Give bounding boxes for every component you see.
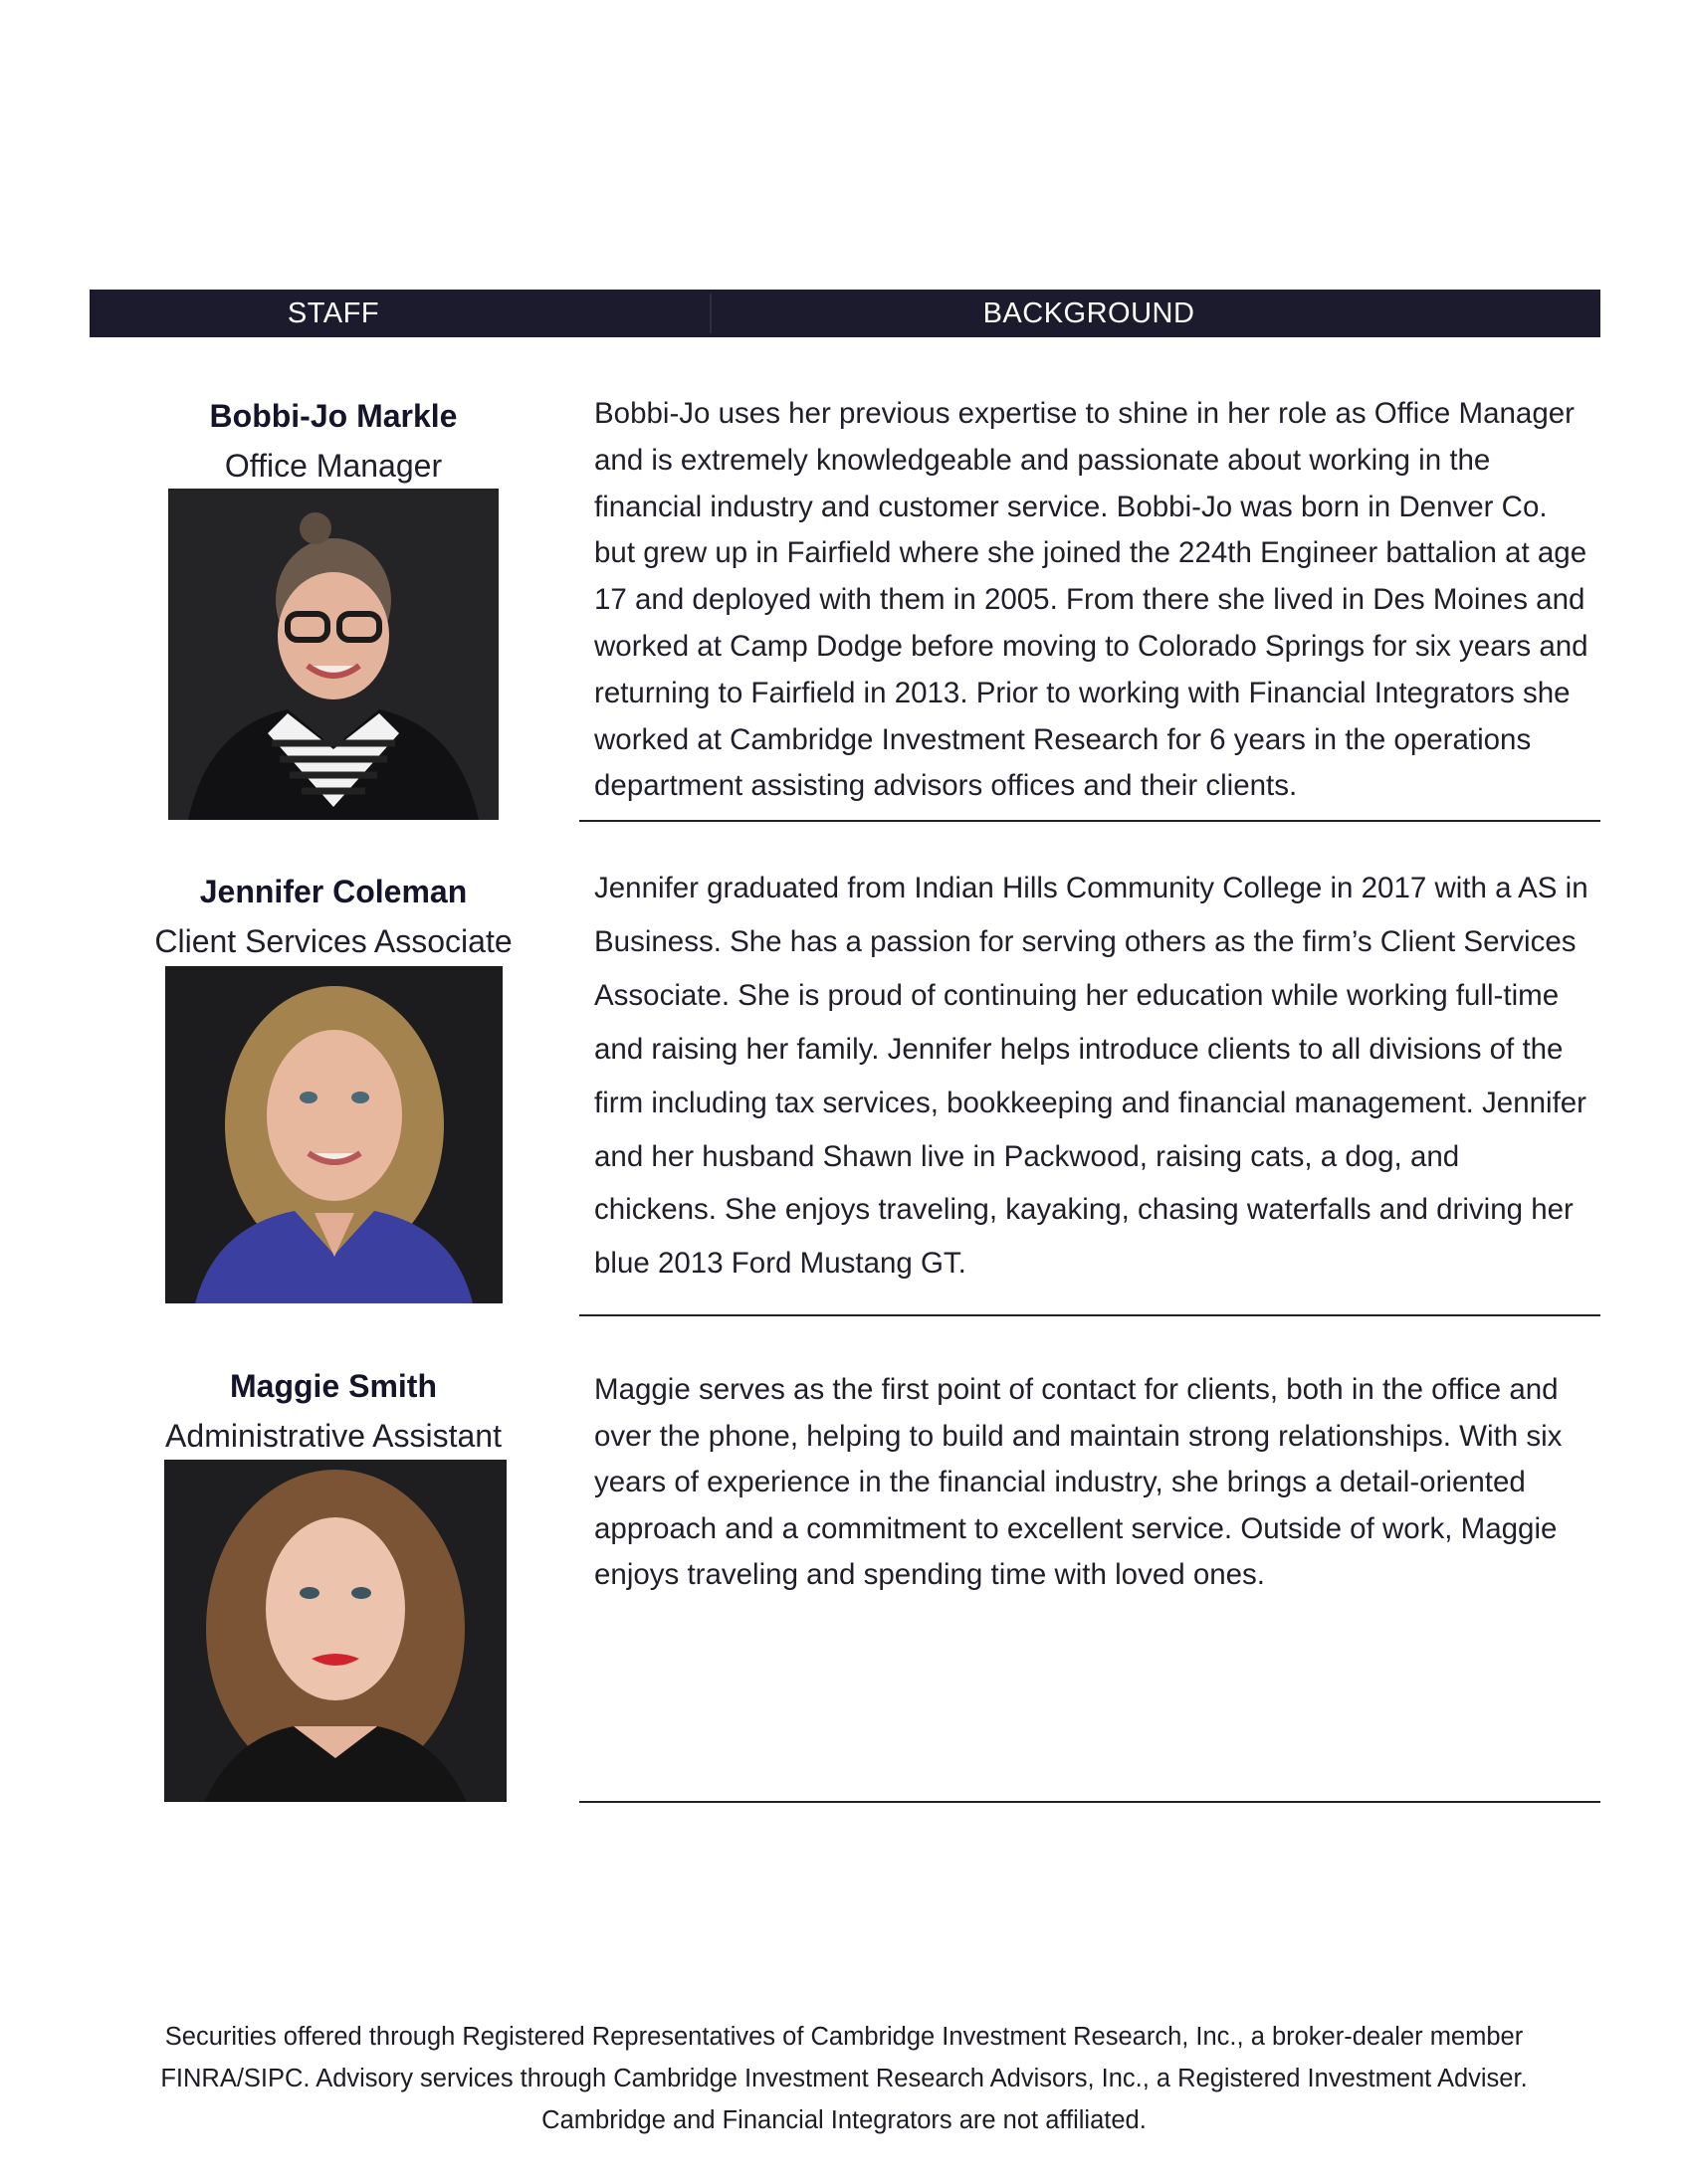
staff-name: Jennifer Coleman	[199, 874, 468, 909]
staff-name: Maggie Smith	[229, 1368, 437, 1404]
staff-role: Administrative Assistant	[165, 1418, 502, 1454]
footer-line: Cambridge and Financial Integrators are not affiliated.	[541, 2106, 1147, 2134]
staff-card-maggie	[90, 1361, 577, 1461]
staff-bio: Maggie serves as the first point of contact for clients, both in the office and over the phone, helping to build and maintain strong relationships. With six years of experience in the financial industry, she brings a detail-oriented approach and a commitment to excellent service. Outside of work, Maggie enjoys traveling and spending time with loved ones.	[594, 1373, 1563, 1592]
footer-disclaimer	[100, 2016, 1588, 2141]
staff-photo-bobbi-jo	[168, 489, 499, 820]
row-divider	[579, 1801, 1600, 1803]
background-column-header: BACKGROUND	[982, 298, 1195, 329]
staff-bio: Bobbi-Jo uses her previous expertise to shine in her role as Office Manager and is extremely knowledgeable and passionate about working in the financial industry and customer service. Bobbi-Jo was born in Denver Co. but grew up in Fairfield where she joined the 224th Engineer battalion at age 17 and deployed with them in 2005. From there she lived in Des Moines and worked at Camp Dodge before moving to Colorado Springs for six years and returning to Fairfield in 2013. Prior to working with Financial Integrators she worked at Cambridge Investment Research for 6 years in the operations department assisting advisors offices and their clients.	[594, 397, 1588, 803]
row-divider	[579, 1314, 1600, 1316]
staff-name: Bobbi-Jo Markle	[209, 398, 458, 434]
staff-photo-jennifer	[165, 966, 503, 1303]
staff-photo-maggie	[164, 1460, 507, 1802]
staff-bio: Jennifer graduated from Indian Hills Community College in 2017 with a AS in Business. She has a passion for serving others as the firm’s Client Services Associate. She is proud of continuing her education while working full-time and raising her family. Jennifer helps introduce clients to all divisions of the firm including tax services, bookkeeping and financial management. Jennifer and her husband Shawn live in Packwood, raising cats, a dog, and chickens. She enjoys traveling, kayaking, chasing waterfalls and driving her blue 2013 Ford Mustang GT.	[594, 872, 1588, 1281]
staff-role: Office Manager	[224, 448, 443, 484]
row-divider	[579, 820, 1600, 822]
table-header	[90, 290, 1600, 337]
staff-card-jennifer	[90, 867, 577, 966]
staff-role: Client Services Associate	[154, 923, 513, 959]
staff-column-header: STAFF	[287, 298, 380, 329]
staff-card-bobbi-jo	[90, 391, 577, 491]
footer-line: Securities offered through Registered Representatives of Cambridge Investment Research, Inc., a broker-dealer member	[164, 2023, 1524, 2051]
footer-line: FINRA/SIPC. Advisory services through Cambridge Investment Research Advisors, Inc., a Registered Investment Adviser.	[160, 2065, 1528, 2092]
